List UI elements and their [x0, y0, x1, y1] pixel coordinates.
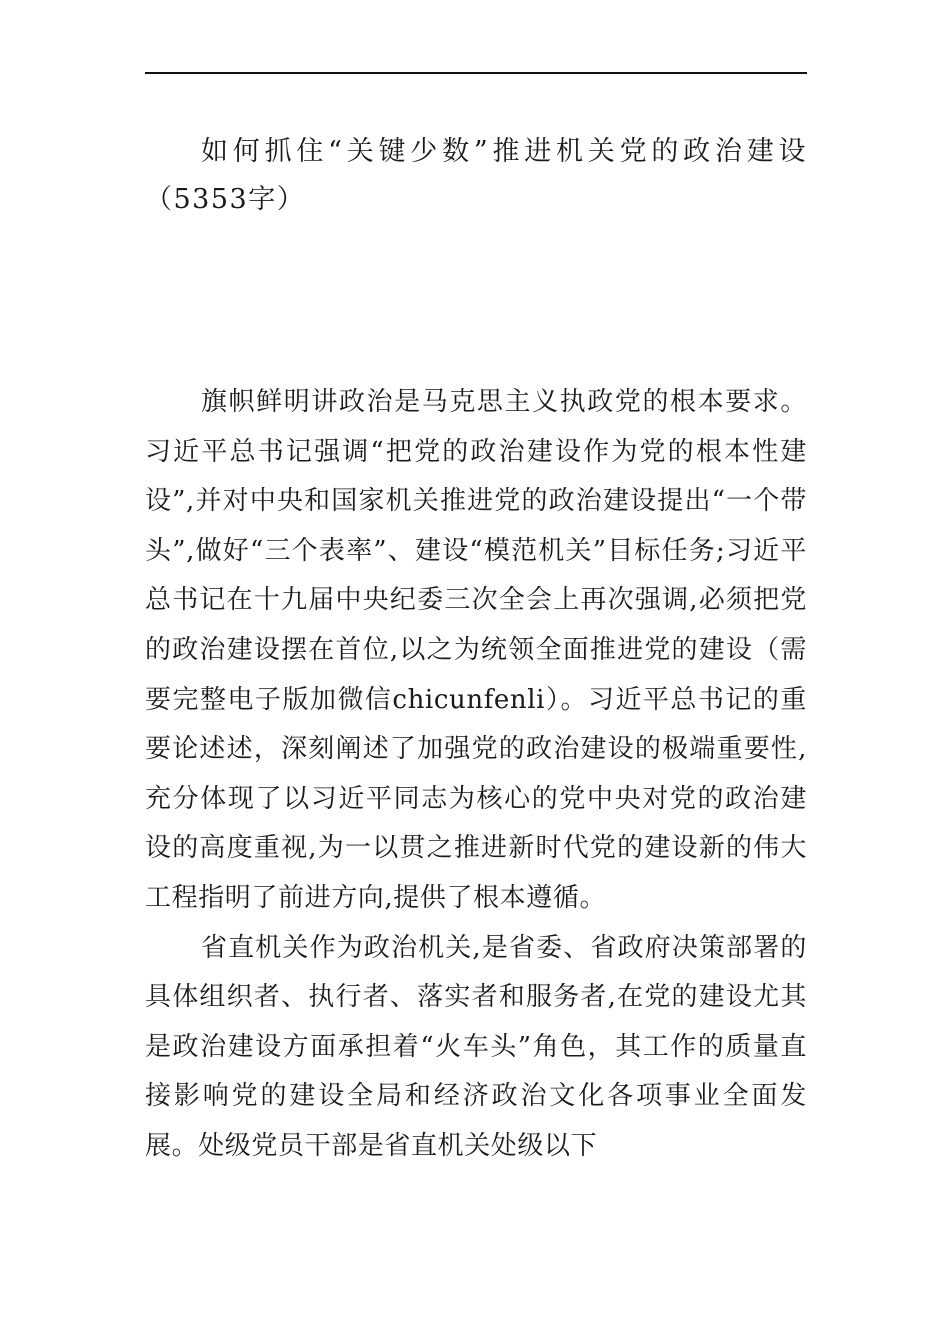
paragraph-2: 省直机关作为政治机关,是省委、省政府决策部署的具体组织者、执行者、落实者和服务者,在党的建设尤其是政治建设方面承担着“火车头”角色，其工作的质量直接影响党的建设全局和经济政治文化各项事业全面发展。处级党员干部是省直机关处级以下 — [145, 932, 807, 1161]
document-body — [145, 378, 807, 1172]
header-rule — [145, 72, 807, 74]
paragraph-1: 旗帜鲜明讲政治是马克思主义执政党的根本要求。习近平总书记强调“把党的政治建设作为党的根本性建设”,并对中央和国家机关推进党的政治建设提出“一个带头”,做好“三个表率”、建设“模范机关”目标任务;习近平总书记在十九届中央纪委三次全会上再次强调,必须把党的政治建设摆在首位,以之为统领全面推进党的建设（需要完整电子版加微信chicunfenli）。习近平总书记的重要论述述，深刻阐述了加强党的政治建设的极端重要性,充分体现了以习近平同志为核心的党中央对党的政治建设的高度重视,为一以贯之推进新时代党的建设新的伟大工程指明了前进方向,提供了根本遵循。 — [145, 387, 807, 913]
document-title: 如何抓住“关键少数”推进机关党的政治建设（5353字） — [145, 136, 807, 215]
